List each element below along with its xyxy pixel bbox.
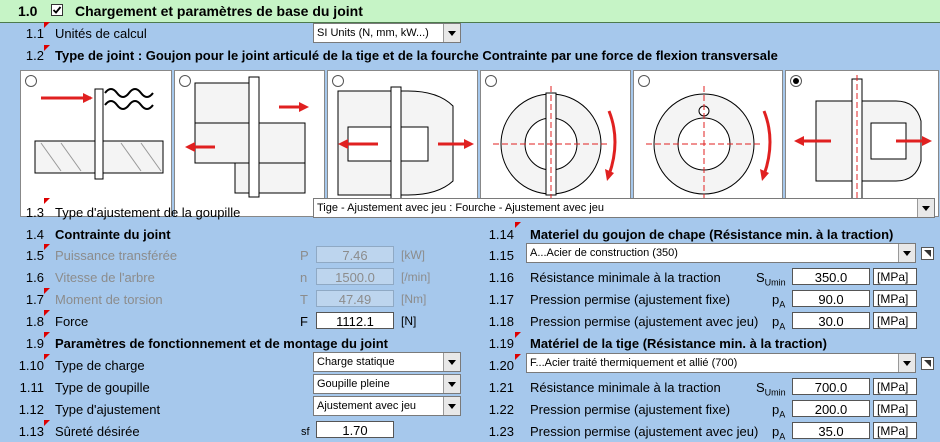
row-number: 1.14 <box>488 227 514 242</box>
shaft-speed-unit: [/min] <box>401 270 431 284</box>
force-input[interactable]: 1112.1 <box>316 312 394 329</box>
comment-marker <box>44 45 50 51</box>
force-symbol: F <box>300 314 308 329</box>
joint-type-title: Type de joint : Goujon pour le joint articulé de la tige et de la fourche Contrainte par une force de flexion transversale <box>55 48 778 63</box>
fork-fixed-pressure-symbol: $p_A$ <box>772 292 786 310</box>
joint-type-option-4[interactable] <box>480 70 631 217</box>
row-number: 1.21 <box>488 380 514 395</box>
row-number: 1.20 <box>488 358 514 373</box>
comment-marker <box>515 222 521 228</box>
comment-marker <box>515 354 521 360</box>
rod-material-title: Matériel de la tige (Résistance min. à la traction) <box>530 336 827 351</box>
joint-radio-4[interactable] <box>485 75 497 87</box>
shaft-speed-label: Vitesse de l'arbre <box>55 270 155 285</box>
section-header <box>0 0 940 23</box>
joint-type-option-3[interactable] <box>327 70 478 217</box>
chevron-down-icon[interactable] <box>898 244 915 262</box>
row-number: 1.13 <box>18 424 44 439</box>
rod-clearance-pressure-input[interactable]: 35.0 <box>792 422 870 439</box>
rod-fixed-pressure-label: Pression permise (ajustement fixe) <box>530 402 731 417</box>
comment-marker <box>44 244 50 250</box>
chevron-down-icon[interactable] <box>443 24 460 42</box>
fork-clearance-pressure-input[interactable]: 30.0 <box>792 312 870 329</box>
row-number: 1.23 <box>488 424 514 439</box>
row-number: 1.11 <box>19 380 44 395</box>
row-number: 1.10 <box>18 358 44 373</box>
power-symbol: P <box>300 248 309 263</box>
fork-fixed-pressure-input[interactable]: 90.0 <box>792 290 870 307</box>
fork-min-strength-input[interactable]: 350.0 <box>792 268 870 285</box>
joint-radio-2[interactable] <box>179 75 191 87</box>
comment-marker <box>44 22 50 28</box>
row-number: 1.6 <box>25 270 44 285</box>
units-label: Unités de calcul <box>55 26 147 41</box>
joint-image-fork-icon <box>328 71 478 216</box>
force-unit: [N] <box>401 314 417 328</box>
row-number: 1.12 <box>18 402 44 417</box>
fork-min-strength-symbol: $S_{Umin}$ <box>756 270 786 288</box>
joint-type-option-2[interactable] <box>174 70 325 217</box>
safety-symbol: sf <box>301 426 310 438</box>
row-number: 1.3 <box>25 205 44 220</box>
pin-type-select[interactable]: Goupille pleine <box>313 374 461 394</box>
torque-label: Moment de torsion <box>55 292 163 307</box>
load-type-select[interactable]: Charge statique <box>313 352 461 372</box>
rod-clearance-pressure-unit: [MPa] <box>873 422 917 439</box>
torque-value: 47.49 <box>316 290 394 307</box>
row-number: 1.2 <box>25 48 44 63</box>
comment-marker <box>44 310 50 316</box>
joint-radio-3[interactable] <box>332 75 344 87</box>
joint-type-option-5[interactable] <box>633 70 783 217</box>
comment-marker <box>44 420 50 426</box>
rod-fixed-pressure-input[interactable]: 200.0 <box>792 400 870 417</box>
chevron-down-icon[interactable] <box>917 199 934 217</box>
section-title: Chargement et paramètres de base du joint <box>75 3 363 19</box>
rod-material-select[interactable]: F...Acier traité thermiquement et allié (700) <box>526 353 916 373</box>
fork-fixed-pressure-label: Pression permise (ajustement fixe) <box>530 292 731 307</box>
operating-params-title: Paramètres de fonctionnement et de montage du joint <box>55 336 388 351</box>
safety-input[interactable]: 1.70 <box>316 421 394 438</box>
row-number: 1.8 <box>25 314 44 329</box>
fork-min-strength-label: Résistance minimale à la traction <box>530 270 721 285</box>
pin-fit-select[interactable]: Tige - Ajustement avec jeu : Fourche - Ajustement avec jeu <box>313 198 935 218</box>
load-type-label: Type de charge <box>55 358 145 373</box>
fit-type-label: Type d'ajustement <box>55 402 161 417</box>
safety-label: Sûreté désirée <box>55 424 140 439</box>
chevron-down-icon[interactable] <box>443 397 460 415</box>
rod-min-strength-unit: [MPa] <box>873 378 917 395</box>
joint-load-title: Contrainte du joint <box>55 227 171 242</box>
rod-fixed-pressure-symbol: $p_A$ <box>772 402 786 420</box>
row-number: 1.17 <box>488 292 514 307</box>
joint-image-shaft-icon <box>634 71 784 216</box>
joint-image-hub-icon <box>481 71 631 216</box>
comment-marker <box>44 288 50 294</box>
pin-type-label: Type de goupille <box>55 380 150 395</box>
rod-clearance-pressure-symbol: $p_A$ <box>772 424 786 442</box>
rod-min-strength-input[interactable]: 700.0 <box>792 378 870 395</box>
comment-marker <box>44 354 50 360</box>
fork-pin-material-select[interactable]: A...Acier de construction (350) <box>526 243 916 263</box>
force-label: Force <box>55 314 89 329</box>
shaft-speed-symbol: n <box>300 270 308 285</box>
section-checkbox[interactable] <box>51 4 63 16</box>
fork-min-strength-unit: [MPa] <box>873 268 917 285</box>
row-number: 1.4 <box>25 227 44 242</box>
power-value: 7.46 <box>316 246 394 263</box>
torque-unit: [Nm] <box>401 292 427 306</box>
comment-marker <box>44 198 50 204</box>
row-number: 1.22 <box>488 402 514 417</box>
row-number: 1.7 <box>25 292 44 307</box>
power-label: Puissance transférée <box>55 248 178 263</box>
comment-marker <box>44 332 50 338</box>
chevron-down-icon[interactable] <box>443 353 460 371</box>
units-select[interactable]: SI Units (N, mm, kW...) <box>313 23 461 43</box>
row-number: 1.15 <box>488 248 514 263</box>
fork-pin-material-title: Materiel du goujon de chape (Résistance min. à la traction) <box>530 227 894 242</box>
rod-min-strength-symbol: $S_{Umin}$ <box>756 380 786 398</box>
chevron-down-icon[interactable] <box>443 375 460 393</box>
row-number: 1.18 <box>488 314 514 329</box>
power-unit: [kW] <box>401 248 425 262</box>
joint-radio-6[interactable] <box>790 75 802 87</box>
material-table-icon[interactable] <box>921 357 934 370</box>
joint-image-plates-icon <box>175 71 325 216</box>
chevron-down-icon[interactable] <box>898 354 915 372</box>
rod-clearance-pressure-label: Pression permise (ajustement avec jeu) <box>530 424 759 439</box>
shaft-speed-value: 1500.0 <box>316 268 394 285</box>
fit-type-select[interactable]: Ajustement avec jeu <box>313 396 461 416</box>
joint-radio-5[interactable] <box>638 75 650 87</box>
row-number: 1.5 <box>25 248 44 263</box>
row-number: 1.9 <box>25 336 44 351</box>
fork-fixed-pressure-unit: [MPa] <box>873 290 917 307</box>
row-number: 1.19 <box>488 336 514 351</box>
rod-min-strength-label: Résistance minimale à la traction <box>530 380 721 395</box>
joint-image-spring-icon <box>21 71 171 216</box>
fork-clearance-pressure-symbol: $p_A$ <box>772 314 786 332</box>
torque-symbol: T <box>300 292 308 307</box>
joint-image-rod-fork-icon <box>786 71 936 216</box>
section-number: 1.0 <box>18 3 38 19</box>
rod-fixed-pressure-unit: [MPa] <box>873 400 917 417</box>
joint-type-option-1[interactable] <box>20 70 172 217</box>
comment-marker <box>515 332 521 338</box>
fork-clearance-pressure-unit: [MPa] <box>873 312 917 329</box>
joint-radio-1[interactable] <box>25 75 37 87</box>
joint-type-option-6[interactable] <box>785 70 939 217</box>
row-number: 1.16 <box>488 270 514 285</box>
material-table-icon[interactable] <box>921 247 934 260</box>
fork-clearance-pressure-label: Pression permise (ajustement avec jeu) <box>530 314 759 329</box>
row-number: 1.1 <box>25 26 44 41</box>
pin-fit-label: Type d'ajustement de la goupille <box>55 205 241 220</box>
